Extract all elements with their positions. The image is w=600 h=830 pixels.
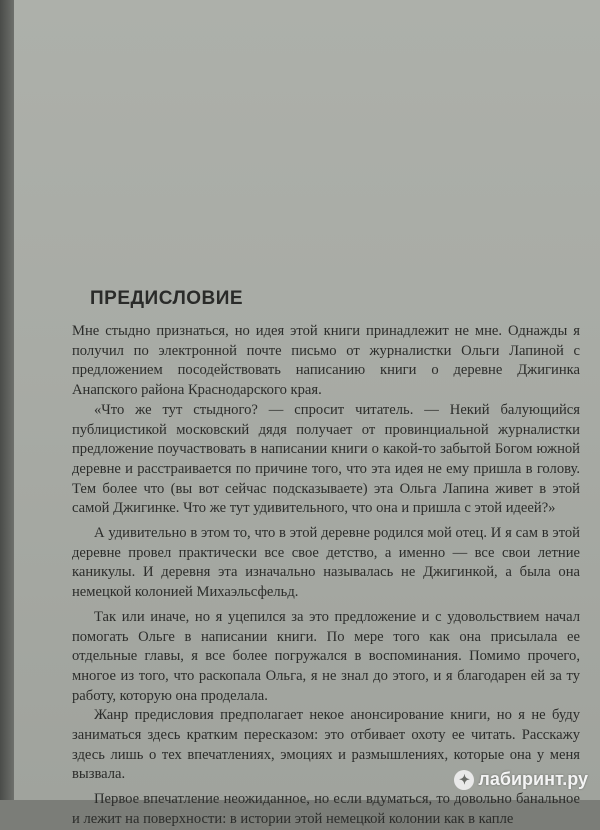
- paragraph-1: Мне стыдно признаться, но идея этой книги принадлежит не мне. Однажды я получил по электронной почте письмо от журналистки Ольги Лапиной с предложением посодействовать написанию книги о деревне Джигинка Анапского района Краснодарского края.: [72, 323, 580, 399]
- chapter-heading: ПРЕДИСЛОВИЕ: [90, 288, 244, 309]
- paragraph-6: Первое впечатление неожиданное, но если вдуматься, то довольно банальное и лежит на поверхности: в истории этой немецкой колонии как в капле: [72, 791, 580, 827]
- book-page: [14, 0, 600, 827]
- paragraph-3: А удивительно в этом то, что в этой деревне родился мой отец. И я сам в этой деревне провел практически все свое детство, а именно — все свои летние каникулы. И деревня эта изначально называлась не Джигинкой, а была она немецкой колонией Михаэльсфельд.: [72, 525, 580, 601]
- paragraph-4: Так или иначе, но я уцепился за это предложение и с удовольствием начал помогать Ольге в написании книги. По мере того как она присылала ее отдельные главы, я все более погружался в воспоминания. Помимо прочего, многое из того, что раскопала Ольга, я не знал до этого, и я благодарен ей за ту работу, которую она проделала.: [72, 608, 580, 704]
- book-spine: [0, 0, 14, 800]
- paragraph-5: Жанр предисловия предполагает некое анонсирование книги, но я не буду заниматься здесь кратким пересказом: это отбивает охоту ее читать. Расскажу здесь лишь о тех впечатлениях, эмоциях и размышлениях, которые она у меня вызвала.: [72, 707, 580, 783]
- body-text: [72, 322, 580, 830]
- labirint-icon: ✦: [454, 770, 474, 790]
- watermark: [454, 769, 588, 790]
- paragraph-2: «Что же тут стыдного? — спросит читатель. — Некий балующийся публицистикой московский дядя получает от провинциальной журналистки предложение поучаствовать в написании книги о какой-то забытой Богом южной деревне и расстраивается по причине того, что эта идея не ему пришла в голову. Тем более что (вы вот сейчас подсказываете) эта Ольга Лапина живет в этой самой Джигинке. Что же тут удивительного, что она и пришла с этой идеей?»: [72, 401, 580, 517]
- watermark-text: лабиринт.ру: [478, 769, 588, 789]
